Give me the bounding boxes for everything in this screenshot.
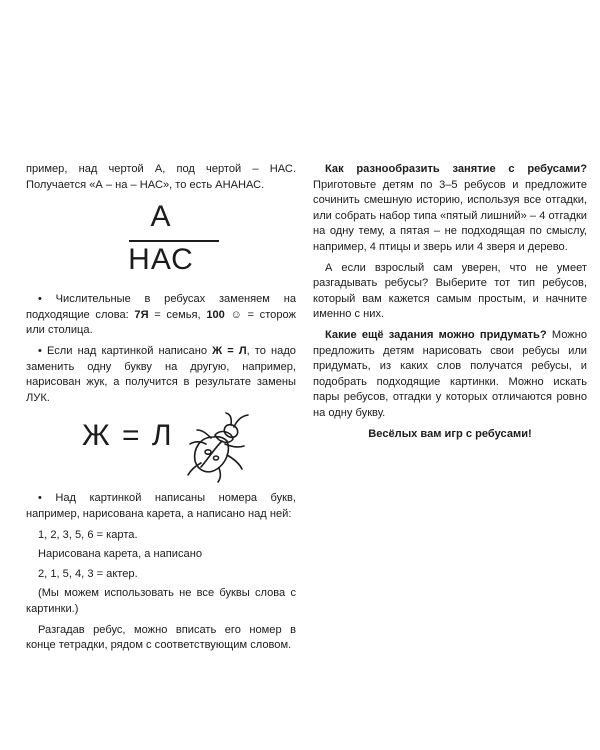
bullet-numerals-end: ☺ = сторож или столица. — [26, 308, 296, 337]
heading-variety: Как разнообразить занятие с ребусами? — [325, 163, 587, 175]
right-column — [313, 162, 587, 447]
example-line-2: Нарисована карета, а написано — [38, 548, 203, 561]
example-list — [26, 528, 296, 583]
heading-tasks: Какие ещё задания можно придумать? — [325, 328, 547, 341]
rebus-fraction — [26, 198, 296, 286]
bullet-numerals-mid: = семья, — [148, 308, 207, 321]
bullet-numerals-bold-1: 7Я — [134, 308, 149, 321]
paragraph-tasks — [313, 328, 587, 422]
text-tasks: Можно предложить детям нарисовать свои ребусы или придумать, из каких слов получатся ребусы, и подобрать подходящие картинки. Можно искать пары ребусов, отгадки у которых отличаются ровно на одну букву. — [313, 328, 587, 419]
example-line-1: 1, 2, 3, 5, 6 = карта. — [38, 528, 138, 541]
bullet-numerals-bold-2: 100 — [206, 308, 225, 321]
bullet-numerals-text: • Числительные в ребусах заменяем на подходящие слова: — [26, 293, 296, 321]
bullet-numerals — [26, 292, 296, 339]
bullet-letter-numbers: • Над картинкой написаны номера букв, например, нарисована карета, а написано над ней: — [26, 492, 296, 520]
note-paragraph: (Мы можем использовать не все буквы слова с картинки.) — [26, 587, 296, 615]
bullet-replace — [26, 344, 296, 406]
closing-text: Весёлых вам игр с ребусами! — [368, 427, 532, 440]
final-paragraph: Разгадав ребус, можно вписать его номер в конце тетрадки, рядом с соответствующим словом. — [26, 623, 296, 652]
left-column — [26, 162, 296, 659]
fraction-line — [129, 240, 219, 242]
paragraph-variety — [313, 162, 587, 256]
paragraph-intro: пример, над чертой А, под чертой – НАС. Получается «А – на – НАС», то есть АНАНАС. — [26, 163, 296, 191]
text-variety: Приготовьте детям по 3–5 ребусов и предложите сочинить смешную историю, используя все отгадки, или собрать набор типа «пятый лишний» – 4 отгадки на одну тему, а пятая – не подходящая по смыслу, например, 4 птицы и зверь или 4 зверя и дерево. — [313, 178, 587, 253]
bullet-replace-bold: Ж = Л — [212, 344, 247, 357]
fraction-top: А — [150, 200, 172, 234]
fraction-bottom: НАС — [128, 243, 194, 277]
closing-line — [313, 427, 587, 443]
bullet-replace-text-c: , то надо заменить одну букву на другую, например, нарисован жук, а получится в результате замены ЛУК. — [26, 344, 296, 404]
beetle-icon — [184, 411, 254, 485]
rebus-beetle — [26, 411, 296, 485]
paragraph-adult: А если взрослый сам уверен, что не умеет разгадывать ребусы? Выберите тот тип ребусов, который вам кажется самым простым, и начните именно с них. — [313, 261, 587, 321]
zh-formula: Ж = Л — [82, 419, 174, 453]
example-line-3: 2, 1, 5, 4, 3 = актер. — [38, 567, 138, 580]
bullet-replace-text-a: • Если над картинкой написано — [38, 344, 213, 357]
